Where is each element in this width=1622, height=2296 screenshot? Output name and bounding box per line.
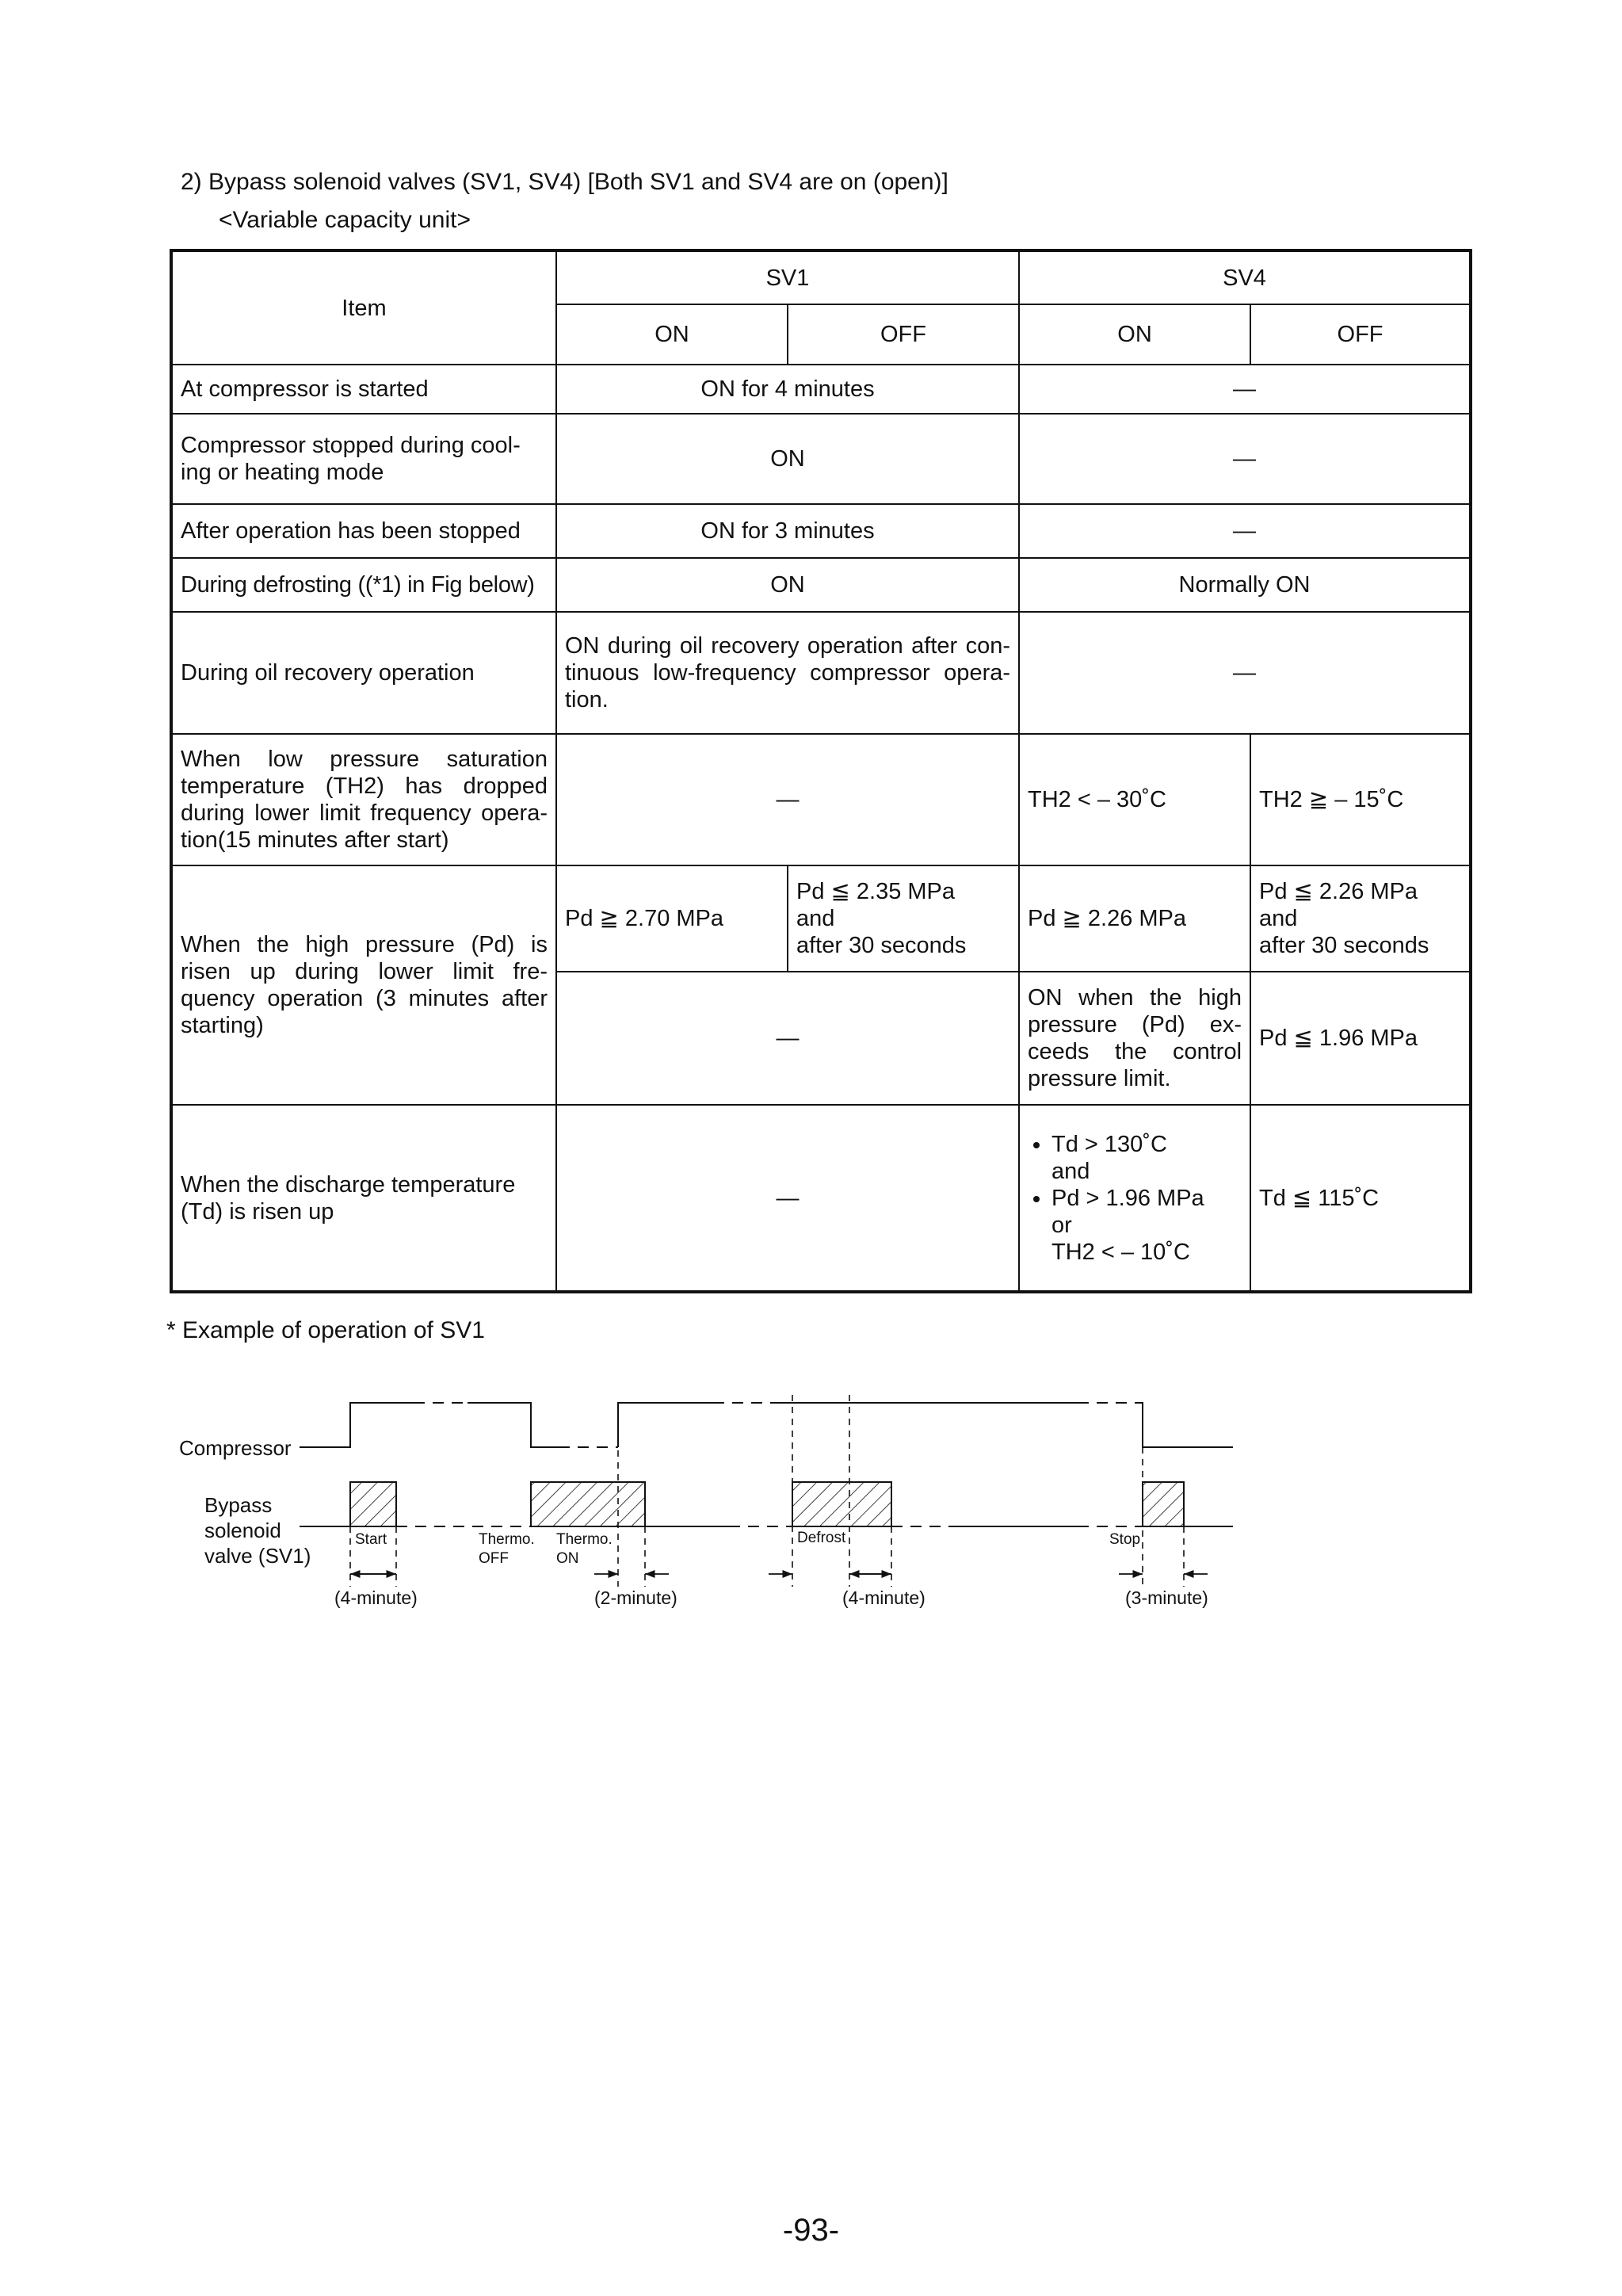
condition-line: • Pd > 1.96 MPa <box>1051 1185 1204 1211</box>
table-row <box>171 504 1471 558</box>
duration-label: (3-minute) <box>1125 1587 1208 1608</box>
heading-line-2: <Variable capacity unit> <box>219 207 471 233</box>
row-sv4: — <box>1019 612 1471 734</box>
bypass-valve-table <box>170 249 1472 1293</box>
time-guides <box>350 1395 1184 1587</box>
condition-line: and <box>1051 1158 1090 1184</box>
sv1-off-line: and <box>796 906 835 931</box>
td-condition-list <box>1028 1131 1242 1266</box>
section-heading <box>181 163 948 239</box>
page-number: -93- <box>782 2213 840 2248</box>
compressor-signal <box>300 1403 1233 1447</box>
condition-line: or <box>1051 1212 1072 1238</box>
sv1-pulse-defrost <box>792 1482 891 1526</box>
table-row <box>171 414 1471 504</box>
table-row <box>171 365 1471 414</box>
row-sv1: ON for 3 minutes <box>556 504 1019 558</box>
sv4-off-line: after 30 seconds <box>1259 933 1429 958</box>
row-item: When low pressure saturation temperature (TH2) has dropped during lower limit frequency opera-tion(15 minutes after start) <box>171 734 556 865</box>
row-sv1: — <box>556 972 1019 1105</box>
header-sv1: SV1 <box>556 250 1019 304</box>
condition-item <box>1051 1131 1242 1185</box>
table-row <box>171 734 1471 865</box>
valve-label-line: Bypass <box>204 1493 273 1517</box>
sv1-pulse-start <box>350 1482 396 1526</box>
sv1-off-line: Pd ≦ 2.35 MPa <box>796 879 956 904</box>
row-item: After operation has been stopped <box>171 504 556 558</box>
condition-item <box>1051 1185 1242 1266</box>
table-header-row <box>171 250 1471 304</box>
header-sv4-off: OFF <box>1250 304 1471 365</box>
condition-line: TH2 < – 10˚C <box>1051 1239 1190 1265</box>
row-sv4-off: Td ≦ 115˚C <box>1250 1105 1471 1292</box>
row-item: When the high pressure (Pd) is risen up during lower limit fre-quency operation (3 minutes after starting) <box>171 865 556 1105</box>
row-sv4-on: Pd ≧ 2.26 MPa <box>1019 865 1250 972</box>
row-sv1: — <box>556 734 1019 865</box>
table-row <box>171 558 1471 612</box>
row-sv1: — <box>556 1105 1019 1292</box>
table-row <box>171 865 1471 972</box>
duration-label: (4-minute) <box>842 1587 925 1608</box>
valve-label-line: solenoid <box>204 1519 281 1542</box>
row-sv4: — <box>1019 504 1471 558</box>
event-stop-label: Stop <box>1109 1531 1141 1548</box>
row-sv4-off: TH2 ≧ – 15˚C <box>1250 734 1471 865</box>
sv4-off-line: and <box>1259 906 1298 931</box>
event-start-label: Start <box>355 1531 387 1548</box>
duration-label: (2-minute) <box>594 1587 677 1608</box>
row-sv1: ON during oil recovery operation after con-tinuous low-frequency compressor opera-tion. <box>556 612 1019 734</box>
row-sv1-off <box>788 865 1019 972</box>
row-sv4-off: Pd ≦ 1.96 MPa <box>1250 972 1471 1105</box>
header-sv4: SV4 <box>1019 250 1471 304</box>
header-sv1-on: ON <box>556 304 788 365</box>
row-item: During defrosting ((*1) in Fig below) <box>171 558 556 612</box>
row-sv1: ON for 4 minutes <box>556 365 1019 414</box>
row-sv1: ON <box>556 558 1019 612</box>
event-thermo-off-label: OFF <box>479 1550 509 1567</box>
row-sv4-on <box>1019 1105 1250 1292</box>
example-title: * Example of operation of SV1 <box>166 1317 485 1343</box>
header-sv4-on: ON <box>1019 304 1250 365</box>
duration-label: (4-minute) <box>334 1587 418 1608</box>
valve-label-line: valve (SV1) <box>204 1544 311 1568</box>
heading-line-1: 2) Bypass solenoid valves (SV1, SV4) [Both SV1 and SV4 are on (open)] <box>181 169 948 195</box>
row-sv4-on: TH2 < – 30˚C <box>1019 734 1250 865</box>
row-item: During oil recovery operation <box>171 612 556 734</box>
table-row <box>171 1105 1471 1292</box>
row-sv4: Normally ON <box>1019 558 1471 612</box>
row-sv4: — <box>1019 414 1471 504</box>
row-sv4: — <box>1019 365 1471 414</box>
sv4-off-line: Pd ≦ 2.26 MPa <box>1259 879 1418 904</box>
header-item: Item <box>171 250 556 365</box>
table-row <box>171 612 1471 734</box>
row-item: At compressor is started <box>171 365 556 414</box>
row-item: Compressor stopped during cool-ing or heating mode <box>171 414 556 504</box>
row-sv1: ON <box>556 414 1019 504</box>
event-thermo-on-label: Thermo. <box>556 1531 613 1548</box>
event-thermo-off-label: Thermo. <box>479 1531 535 1548</box>
row-item: When the discharge temperature (Td) is risen up <box>171 1105 556 1292</box>
row-sv1-on: Pd ≧ 2.70 MPa <box>556 865 788 972</box>
condition-line: • Td > 130˚C <box>1051 1131 1167 1157</box>
event-thermo-on-label: ON <box>556 1550 579 1567</box>
compressor-label: Compressor <box>179 1436 292 1460</box>
sv1-timing-diagram <box>166 1379 1276 1648</box>
event-defrost-label: Defrost <box>797 1530 846 1546</box>
header-sv1-off: OFF <box>788 304 1019 365</box>
row-sv4-off <box>1250 865 1471 972</box>
row-sv4-on: ON when the high pressure (Pd) ex-ceeds the control pressure limit. <box>1019 972 1250 1105</box>
sv1-off-line: after 30 seconds <box>796 933 967 958</box>
sv1-pulse-stop <box>1143 1482 1184 1526</box>
sv1-pulse-thermo <box>531 1482 645 1526</box>
